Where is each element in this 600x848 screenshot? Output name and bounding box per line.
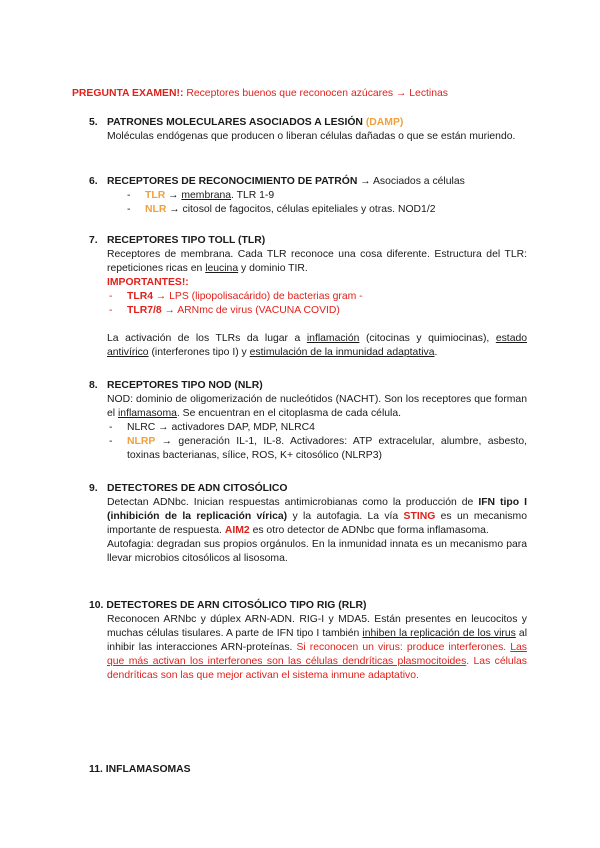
section-5-body: Moléculas endógenas que producen o liberan células dañadas o que se están muriendo. [107,131,516,142]
section-10-body: Reconocen ARNbc y dúplex ARN-ADN. RIG-I y MDA5. Están presentes en leucocitos y muchas células tisulares. A parte de IFN tipo I también inhiben la replicación de los virus al inhibir las interacciones ARN-proteínas. Si reconocen un virus: produce interferones. Las que más activan los interferones son las células dendríticas plasmocitoides. Las células dendríticas son las que mejor activan el sistema inmune adaptativo. [107,614,528,681]
section-5 [89,116,527,144]
important-list [109,290,527,318]
section-heading: 9. DETECTORES DE ADN CITOSÓLICO [89,483,288,494]
section-heading: 10. DETECTORES DE ARN CITOSÓLICO TIPO RIG (RLR) [89,600,367,611]
prr-list [127,189,527,217]
exam-note [72,87,448,101]
damp-abbr: (DAMP) [365,117,404,128]
list-item: - TLR4 → LPS (lipopolisacárido) de bacterias gram - [109,290,527,304]
section-heading: 11. INFLAMASOMAS [89,764,191,775]
important-label: IMPORTANTES!: [107,277,189,288]
section-9-body: Detectan ADNbc. Inician respuestas antimicrobianas como la producción de IFN tipo I (inhibición de la replicación vírica) y la autofagia. La vía STING es un mecanismo importante de respuesta. AIM2 es otro detector de ADNbc que forma inflamasoma. [107,497,527,536]
section-heading: 6. RECEPTORES DE RECONOCIMIENTO DE PATRÓN → Asociados a células [89,176,465,187]
list-item: - NLRC → activadores DAP, MDP, NLRC4 [109,421,527,435]
list-item: - NLR → citosol de fagocitos, células epiteliales y otras. NOD1/2 [127,203,527,217]
section-7 [89,234,527,360]
section-heading: 5. PATRONES MOLECULARES ASOCIADOS A LESIÓN (DAMP) [89,117,404,128]
section-7-paragraph: La activación de los TLRs da lugar a inflamación (citocinas y quimiocinas), estado antivírico (interferones tipo I) y estimulación de la inmunidad adaptativa. [107,333,528,358]
section-8 [89,379,527,463]
section-heading: 8. RECEPTORES TIPO NOD (NLR) [89,380,263,391]
section-9 [89,482,527,566]
section-9-paragraph: Autofagia: degradan sus propios orgánulos. En la inmunidad innata es un mecanismo para llevar microbios citosólicos al lisosoma. [107,539,527,564]
list-item: - NLRP → generación IL-1, IL-8. Activadores: ATP extracelular, alumbre, asbesto, toxinas bacterianas, sílice, ROS, K+ citosólico (NLRP3) [109,435,527,463]
section-8-body: NOD: dominio de oligomerización de nucleótidos (NACHT). Son los receptores que forman el inflamasoma. Se encuentran en el citoplasma de cada célula. [107,394,527,419]
section-10 [89,599,527,683]
section-11 [89,763,527,777]
exam-label: PREGUNTA EXAMEN!: [72,88,184,99]
section-heading: 7. RECEPTORES TIPO TOLL (TLR) [89,235,266,246]
section-6 [89,175,527,217]
exam-text: Receptores buenos que reconocen azúcares → Lectinas [186,88,448,99]
list-item: - TLR → membrana. TLR 1-9 [127,189,527,203]
nlr-list [109,421,527,463]
list-item: - TLR7/8 → ARNmc de virus (VACUNA COVID) [109,304,527,318]
section-7-body: Receptores de membrana. Cada TLR reconoce una cosa diferente. Estructura del TLR: repeticiones ricas en leucina y dominio TIR. [107,249,527,274]
